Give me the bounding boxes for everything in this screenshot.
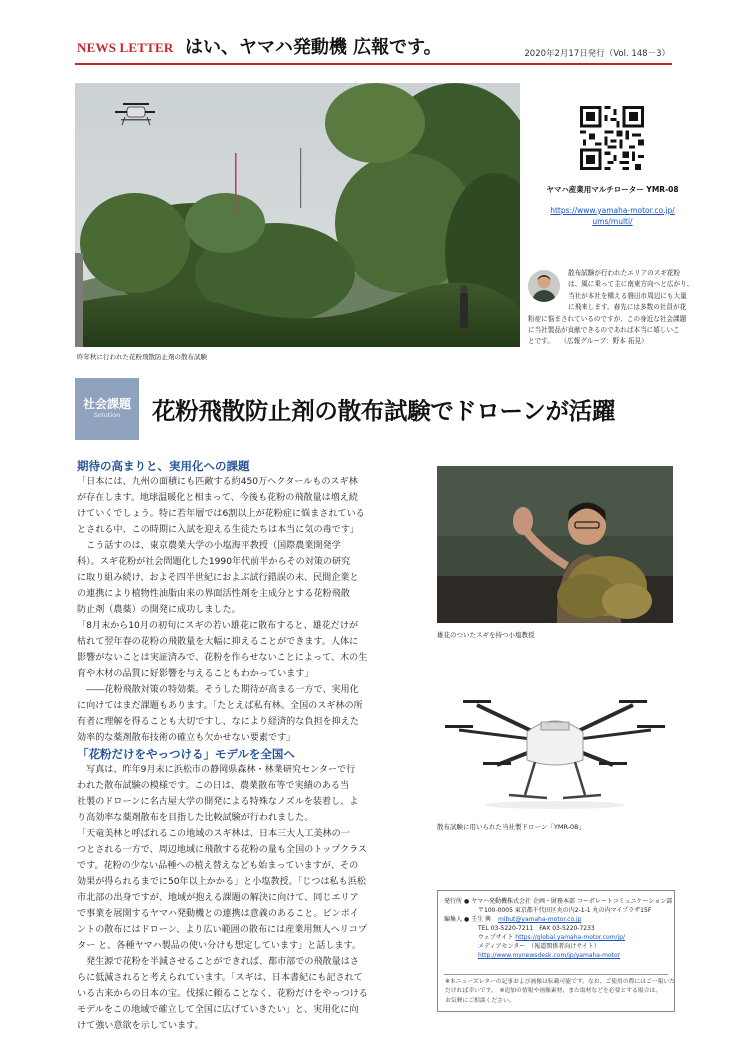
product-name: ヤマハ産業用マルチローター YMR-08 — [546, 185, 679, 194]
section1-body — [77, 474, 422, 746]
body-line: が存在します。地球温暖化と相まって、今後も花粉の飛散量は増え続 — [77, 493, 358, 503]
professor-photo — [437, 466, 673, 623]
colophon-box — [437, 890, 675, 1012]
article-headline: 花粉飛散防止剤の散布試験でドローンが活躍 — [152, 397, 616, 425]
body-line: に向けてはまだ課題もあります。「たとえば私有林。全国のスギ林の所 — [77, 701, 363, 711]
body-line: 効果が得られるまでに50年以上かかる」と小塩教授。「じつは私も浜松 — [77, 877, 366, 887]
section1-heading: 期待の高まりと、実用化への課題 — [77, 459, 250, 473]
body-line: で事業を展開するヤマハ発動機との連携は意義のあること。ピンポイ — [77, 909, 359, 919]
body-line: 効率的な薬剤散布技術の確立も欠かせない要素です」 — [77, 733, 296, 743]
body-line: つとされる一方で、周辺地域に飛散する花粉の量も全国のトップクラス — [77, 845, 367, 855]
body-line: ントの散布にはドローン、より広い範囲の散布には産業用無人ヘリコプ — [77, 925, 367, 935]
body-line: われた散布試験の模様です。この日は、農業散布等で実績のある当 — [77, 781, 350, 791]
section2-heading: 「花粉だけをやっつける」モデルを全国へ — [77, 747, 295, 761]
body-line: 育や木材の品質に好影響を与えることもわかっています」 — [77, 669, 314, 679]
body-line: 有者に理解を得ることも大切ですし、なにより経済的な負担を抑えた — [77, 717, 359, 727]
qr-code-icon[interactable] — [580, 106, 644, 170]
phone-fax: TEL 03-5220-7211 FAX 03-5220-7233 — [478, 925, 595, 932]
hero-photo — [75, 83, 520, 347]
body-line: 枯れて翌年春の花粉の飛散量を大幅に抑えることができます。人体に — [77, 637, 359, 647]
body-line: 発生源で花粉を半減させることができれば、都市部での飛散量はさ — [77, 957, 359, 967]
drone-caption: 散布試験に用いられた当社製ドローン「YMR-08」 — [437, 823, 585, 831]
professor-caption: 雄花のついたスギを持つ小塩教授 — [437, 631, 535, 639]
product-url-link[interactable] — [530, 205, 695, 227]
editor-email-link[interactable]: mibut@yamaha-motor.co.jp — [497, 916, 582, 923]
category-tag-jp: 社会課題 — [82, 397, 131, 411]
media-label: メディアセンター （報道関係者向けサイト） — [478, 943, 600, 950]
note-line: ※本ニューズレターの記事および画像は転載可能です。なお、ご使用の際にはご一報いた — [445, 979, 675, 985]
section2-body — [77, 762, 422, 1034]
body-line: モデルをこの地域で確立して全国に広げていきたい」と、実用化に向 — [77, 1005, 359, 1015]
body-line: こう話すのは、東京農業大学の小塩海平教授（国際農業開発学 — [77, 541, 341, 551]
body-line: とされる中、この時期に入試を迎える生徒たちは本当に気の毒です」 — [77, 525, 359, 535]
drone-product-photo — [437, 670, 673, 815]
colophon-divider — [444, 974, 668, 975]
body-line: り高効率な薬剤散布を目指した比較試験が行われました。 — [77, 813, 314, 823]
website-link[interactable]: https://global.yamaha-motor.com/jp/ — [515, 934, 626, 941]
note-line: だければ幸いです。 ※追加の情報や画像素材、また取材などを必要とする場合は、 — [445, 988, 661, 995]
publisher-name: ヤマハ発動機株式会社 企画・財務本部 コーポレートコミュニケーション部 — [471, 898, 673, 905]
sidebar-line: 当社が本社を構える磐田市周辺にも大量 — [568, 291, 687, 300]
sidebar-line: は、風に乗って主に南東方向へと広がり、 — [568, 280, 694, 289]
body-line: 市北部の出身ですが、地域が抱える課題の解決に向けて、同じエリア — [77, 893, 359, 903]
editor-label: 編集人 — [444, 916, 463, 923]
product-url-line2[interactable]: ums/multi/ — [592, 217, 633, 226]
publisher-label: 発行所 — [444, 898, 463, 905]
body-line: けていくでしょう。特に若年層では6割以上が花粉症に悩まされている — [77, 509, 365, 519]
colophon-note — [445, 978, 675, 1006]
body-line: 科）。スギ花粉が社会問題化した1990年代前半からその対策の研究 — [77, 557, 351, 567]
header-rule — [75, 63, 672, 65]
product-url-line1[interactable]: https://www.yamaha-motor.co.jp/ — [550, 206, 675, 215]
website-label: ウェブサイト — [478, 934, 514, 941]
category-tag-en: Solution — [93, 411, 121, 419]
sidebar-line: とです。 （広報グループ：野本 拓見） — [528, 337, 648, 346]
body-line: 写真は、昨年9月末に浜松市の静岡県森林・林業研究センターで行 — [77, 765, 356, 775]
body-line: ――花粉飛散対策の特効薬。そうした期待が高まる一方で、実用化 — [77, 685, 359, 695]
body-line: 防止剤（農薬）の開発に成功しました。 — [77, 605, 241, 615]
body-line: 影響がないことは実証済みで、花粉を作らせないことによって、木の生 — [77, 653, 368, 663]
newsletter-title: はい、ヤマハ発動機 広報です。 — [185, 37, 442, 58]
sidebar-line: に飛来します。春先には多数の社員が花 — [568, 303, 687, 312]
body-line: 「日本には、九州の面積にも匹敵する約450万ヘクタールものスギ林 — [77, 477, 358, 487]
body-line: らに低減されると考えられています。「スギは、日本書紀にも記されて — [77, 973, 363, 983]
sidebar-line: に当社製品が貢献できるのであれば本当に嬉しいこ — [528, 326, 680, 335]
bullet-icon: ● — [463, 898, 472, 905]
avatar — [528, 270, 560, 302]
body-line: の連携により植物性油脂由来の界面活性剤を主成分とする花粉飛散 — [77, 589, 350, 599]
body-line: けて強い意欲を示しています。 — [77, 1021, 204, 1031]
sidebar-comment — [528, 268, 694, 348]
editor-name: 壬生 興 — [471, 916, 492, 923]
publisher-address: 〒100-0005 東京都千代田区丸の内2-1-1 丸の内マイプラザ15F — [478, 907, 652, 914]
media-link[interactable]: http://www.mynewsdesk.com/jp/yamaha-motor — [478, 952, 621, 959]
note-line: お気軽にご相談ください。 — [445, 997, 515, 1004]
hero-caption: 昨年秋に行われた花粉飛散防止剤の散布試験 — [77, 353, 207, 361]
bullet-icon: ● — [463, 916, 472, 923]
body-line: に取り組み続け、およそ四半世紀におよぶ試行錯誤の末、民間企業と — [77, 573, 359, 583]
category-tag — [75, 378, 139, 440]
body-line: いる古来からの日本の宝。伐採に頼ることなく、花粉だけをやっつける — [77, 989, 368, 999]
issue-date: 2020年2月17日発行（Vol. 148－3） — [524, 49, 670, 59]
body-line: ター と、各種ヤマハ製品の使い分けも想定しています」と話します。 — [77, 941, 361, 951]
newsletter-label: NEWS LETTER — [77, 40, 174, 55]
sidebar-line: 粉症に悩まされているのですが、この身近な社会課題 — [528, 314, 687, 323]
body-line: 社製のドローンに名古屋大学の開発による特殊なノズルを装着し、よ — [77, 797, 359, 807]
body-line: です。花粉の少ない品種への植え替えなども始まっていますが、その — [77, 861, 359, 871]
sidebar-line: 散布試験が行われたエリアのスギ花粉 — [568, 269, 681, 277]
body-line: 「天竜美林と呼ばれるこの地域のスギ林は、日本三大人工美林の一 — [77, 829, 350, 839]
body-line: 「8月末から10月の初旬にスギの若い雄花に散布すると、雄花だけが — [77, 621, 359, 631]
